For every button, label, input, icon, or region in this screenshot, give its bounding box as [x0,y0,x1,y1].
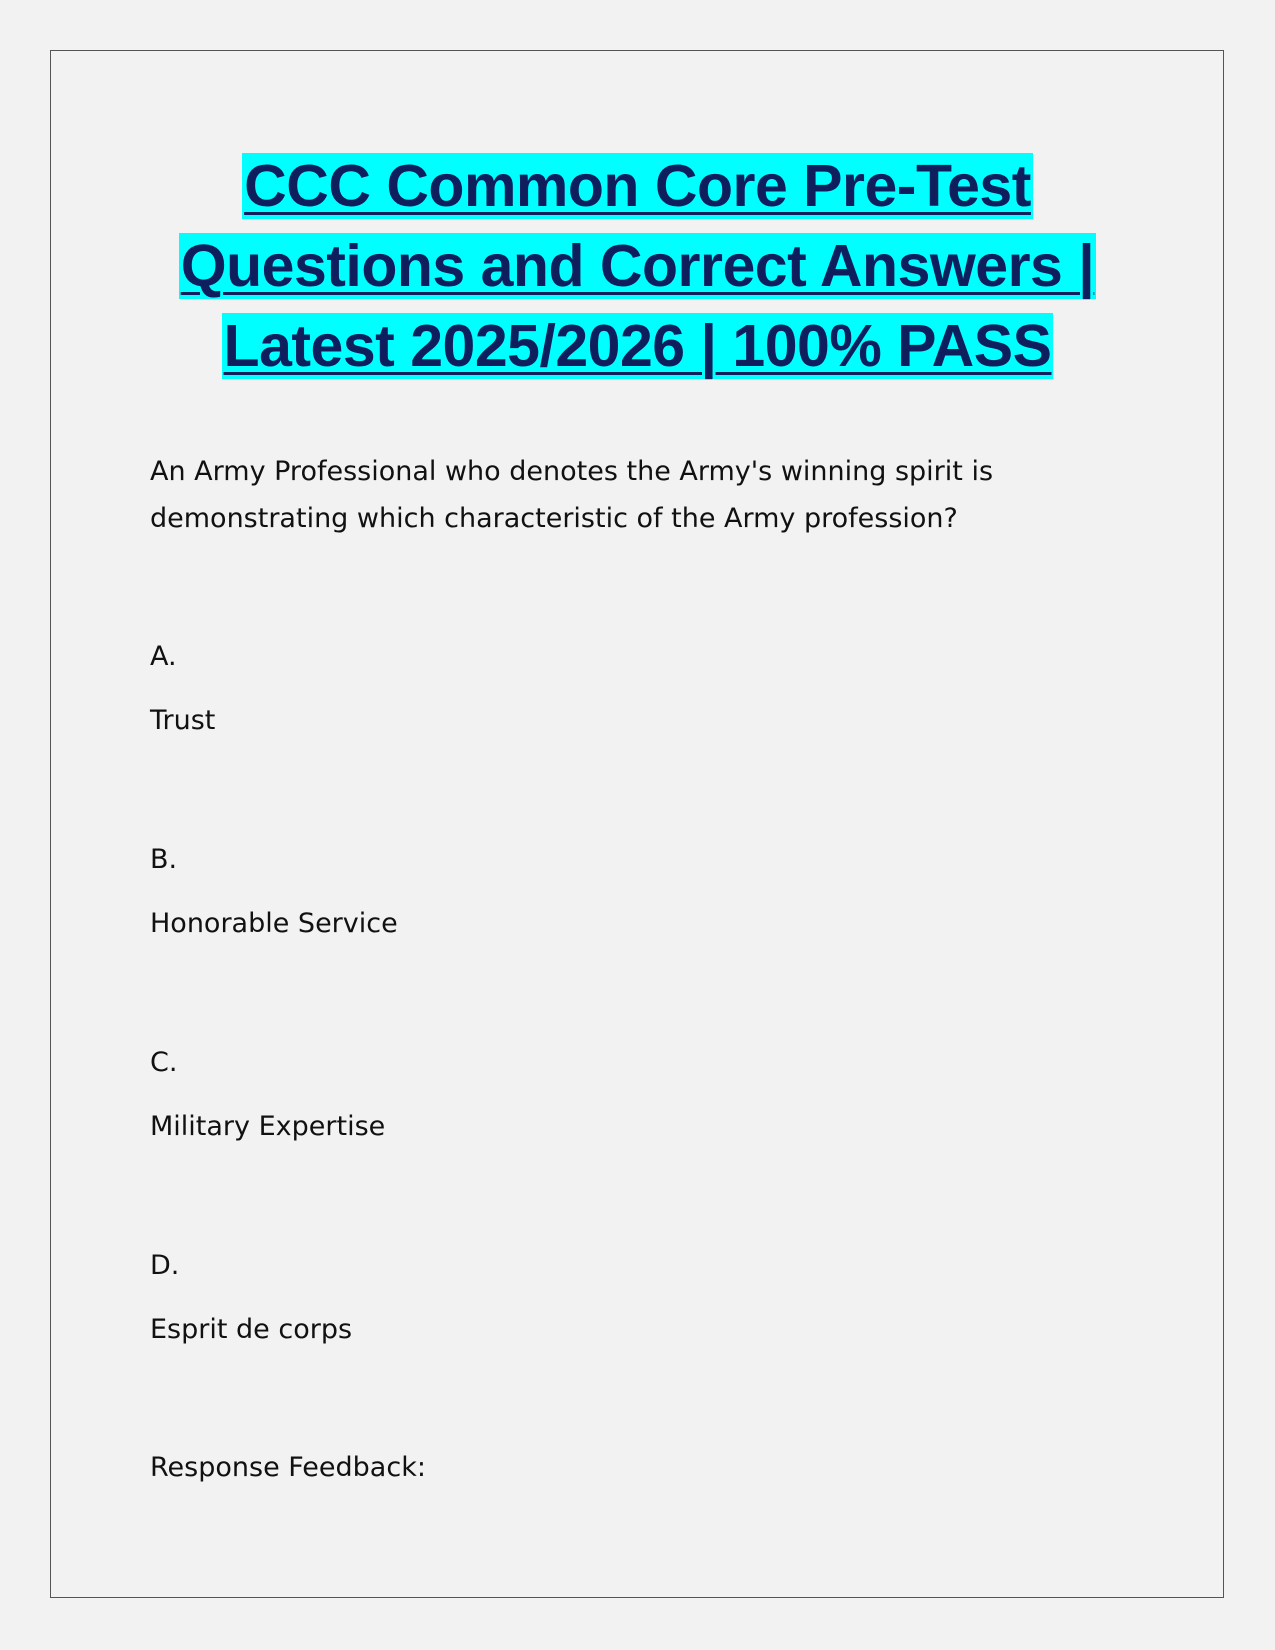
option-b-text: Honorable Service [150,908,398,939]
document-title [100,146,1175,386]
option-d-text: Esprit de corps [150,1314,353,1345]
response-feedback-label: Response Feedback: [150,1452,426,1483]
option-c-letter: C. [150,1047,178,1078]
option-a-text: Trust [150,705,216,736]
title-line-2: Questions and Correct Answers | [180,233,1095,299]
title-line-3: Latest 2025/2026 | 100% PASS [223,313,1052,379]
option-b-letter: B. [150,844,178,875]
title-line-1: CCC Common Core Pre-Test [244,153,1031,219]
question-text: An Army Professional who denotes the Army's winning spirit is demonstrating which characteristic of the Army profession? [150,456,994,534]
option-a-letter: A. [150,641,177,672]
option-d-letter: D. [150,1250,180,1281]
option-c-text: Military Expertise [150,1111,386,1142]
